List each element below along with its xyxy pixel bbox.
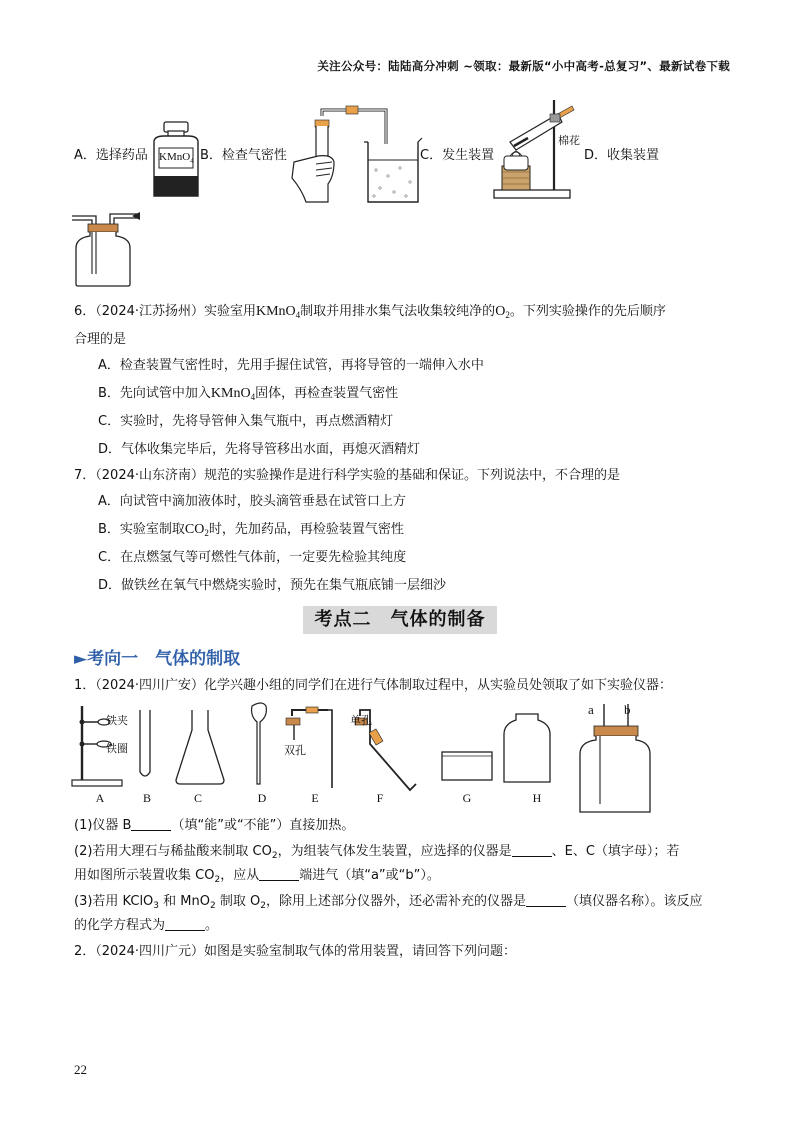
q1-part2-blank1[interactable]	[512, 844, 552, 857]
q7-stem: 7．（2024·山东济南）规范的实验操作是进行科学实验的基础和保证。下列说法中，不合理的是	[74, 468, 620, 483]
iron-ring-label: 铁圈	[106, 742, 128, 755]
subsection-arrow: ►	[74, 649, 88, 669]
apparatus-label-a: A	[95, 791, 105, 805]
apparatus-label-d: D	[257, 791, 267, 805]
q1-part2-line2-sub: 2	[214, 875, 221, 885]
q7-option-a: A．向试管中滴加液体时，胶头滴管垂悬在试管口上方	[98, 494, 406, 509]
test-tube-icon	[140, 710, 150, 776]
q6-option-c: C．实验时，先将导管伸入集气瓶中，再点燃酒精灯	[98, 414, 394, 429]
q6-option-b-chem: KMnO	[210, 386, 251, 401]
q6-option-b-part1: B．先向试管中加入	[98, 386, 211, 401]
q6-stem-part3: 。下列实验操作的先后顺序	[509, 304, 666, 319]
q6-option-d: D．气体收集完毕后，先将导管移出水面，再熄灭酒精灯	[98, 442, 421, 457]
q1-stem: 1．（2024·四川广安）化学兴趣小组的同学们在进行气体制取过程中，从实验员处领取了如下实验仪器：	[74, 678, 672, 693]
conical-flask-icon	[176, 710, 224, 784]
q1-part3-b: 和 MnO	[159, 894, 210, 909]
q7-option-b-part1: B．实验室制取	[98, 522, 185, 537]
q6-stem-line2: 合理的是	[74, 332, 127, 347]
port-a-label: a	[588, 702, 594, 717]
q7-option-b-chem: CO	[184, 522, 205, 537]
q1-part3-c: 制取 O	[215, 894, 261, 909]
q1-part1-blank[interactable]	[131, 818, 171, 831]
q1-part2-blank2[interactable]	[259, 868, 299, 881]
q1-part2-sub: 2	[271, 851, 278, 861]
q7-option-b-part2: 时，先加药品，再检验装置气密性	[208, 522, 404, 537]
q6-option-b-chem-sub: 4	[250, 392, 256, 402]
apparatus-label-f: F	[376, 791, 384, 805]
q7-option-c: C．在点燃氢气等可燃性气体前，一定要先检验其纯度	[98, 550, 407, 565]
bottle-label: KMnO	[159, 151, 191, 163]
q1-part1-a: (1)仪器 B	[74, 818, 132, 833]
page-header: 关注公众号：陆陆高分冲刺 ~领取：最新版“小中高考-总复习”、最新试卷下载	[317, 59, 730, 73]
q1-part3-a: (3)若用 KClO	[74, 894, 154, 909]
apparatus-label-h: H	[532, 791, 542, 805]
q1-part3-sub2: 2	[209, 901, 216, 911]
single-hole-label: 单孔	[350, 714, 372, 727]
port-b-label: b	[624, 702, 631, 717]
long-neck-funnel-icon	[252, 703, 267, 784]
apparatus-label-g: G	[462, 791, 472, 805]
q2-stem: 2．（2024·四川广元）如图是实验室制取气体的常用装置，请回答下列问题：	[74, 944, 516, 959]
gas-jar-icon	[504, 714, 550, 782]
generation-apparatus-illustration	[492, 96, 582, 200]
q7-option-d: D．做铁丝在氧气中燃烧实验时，预先在集气瓶底铺一层细沙	[98, 578, 447, 593]
q1-part2-line2-c: 端进气（填“a”或“b”）。	[299, 868, 440, 883]
q1-part3-sub1: 3	[153, 901, 160, 911]
double-hole-label: 双孔	[284, 744, 306, 757]
option-d-label: D．收集装置	[584, 148, 660, 163]
q1-part3-line2: 的化学方程式为	[74, 918, 166, 933]
cotton-label: 棉花	[558, 134, 580, 147]
q6-stem-o2: O	[495, 304, 506, 319]
q1-part3-blank1[interactable]	[526, 894, 566, 907]
bottle-label-sub: 4	[190, 157, 194, 165]
q6-option-a: A．检查装置气密性时，先用手握住试管，再将导管的一端伸入水中	[98, 358, 484, 373]
apparatus-label-b: B	[142, 791, 151, 805]
q1-part3-blank2[interactable]	[165, 918, 205, 931]
airtightness-check-illustration	[288, 104, 424, 204]
collection-bottle-illustration	[70, 206, 150, 288]
iron-clamp-label: 铁夹	[106, 714, 128, 727]
q6-stem-part1: 6．（2024·江苏扬州）实验室用	[74, 304, 256, 319]
option-b-label: B．检查气密性	[200, 148, 287, 163]
q1-part3-line2-end: 。	[205, 918, 219, 933]
q1-part2-b: ，为组装气体发生装置，应选择的仪器是	[277, 844, 512, 859]
q1-part3-sub3: 2	[260, 901, 266, 911]
q6-stem-chem-sub: 4	[295, 310, 301, 320]
q1-part2-c: 、E、C（填字母）；若	[551, 844, 680, 859]
q6-stem-chem: KMnO	[256, 304, 296, 319]
q1-part3-d: ，除用上述部分仪器外，还必需补充的仪器是	[265, 894, 526, 909]
option-c-label: C．发生装置	[420, 148, 495, 163]
q1-part2-line2-b: ，应从	[220, 868, 260, 883]
q1-part2-line2-a: 用如图所示装置收集 CO	[74, 868, 215, 883]
page-number: 22	[74, 1062, 87, 1077]
subsection-title: 考向一 气体的制取	[87, 649, 241, 669]
q1-part1-b: （填“能”或“不能”）直接加热。	[171, 818, 355, 833]
option-a-label: A．选择药品	[74, 148, 148, 163]
q1-part3-e: （填仪器名称）。该反应	[565, 894, 703, 909]
q7-option-b-chem-sub: 2	[204, 528, 209, 538]
q6-stem-o2-sub: 2	[505, 310, 510, 320]
q1-part2-a: (2)若用大理石与稀盐酸来制取 CO	[74, 844, 272, 859]
section-title: 考点二 气体的制备	[303, 606, 497, 634]
q6-stem-part2: 制取并用排水集气法收集较纯净的	[300, 304, 496, 319]
washing-bottle-icon	[580, 704, 650, 812]
apparatus-label-e: E	[311, 791, 319, 805]
q6-option-b-part2: 固体，再检查装置气密性	[255, 386, 399, 401]
apparatus-label-c: C	[193, 791, 202, 805]
